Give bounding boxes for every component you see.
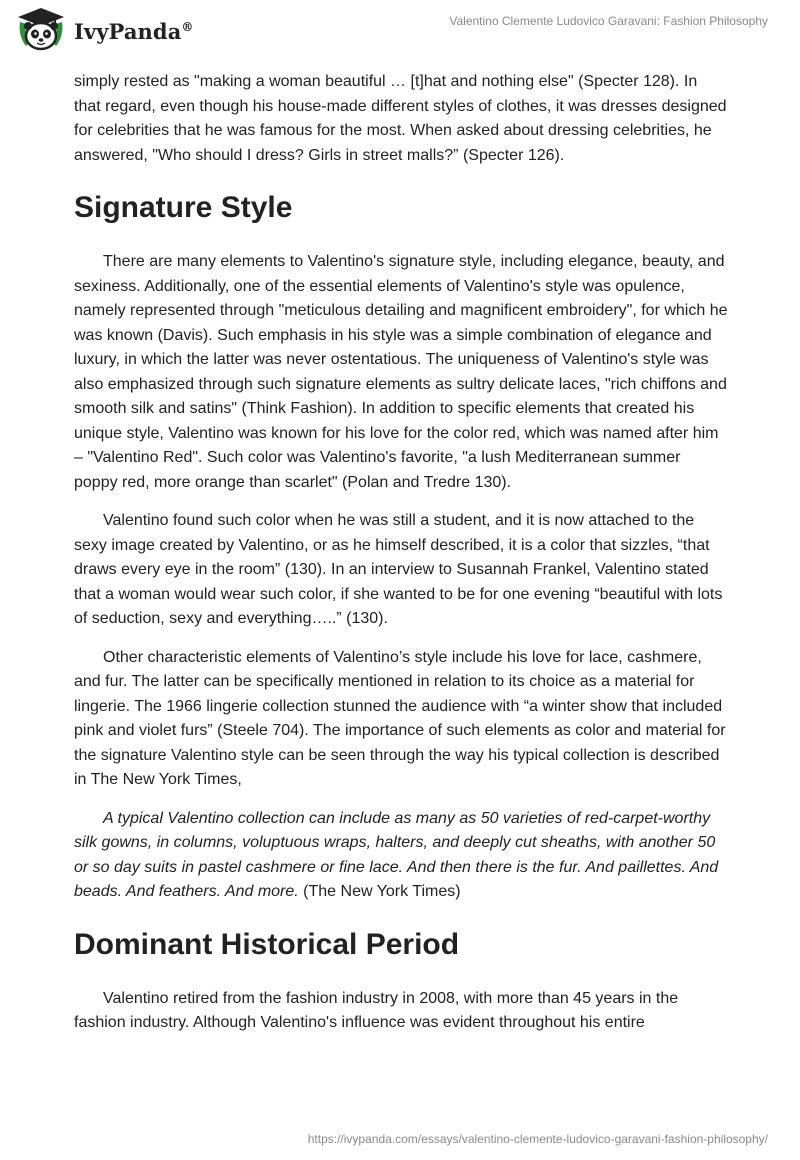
brand-logo[interactable] — [14, 6, 194, 54]
paragraph-signature-elements: There are many elements to Valentino's signature style, including elegance, beauty, and sexiness. Additionally, one of the essential elements of Valentino's style was opulence, namely represented through "meticulous detailing and magnificent embroidery", for which he was known (Davis). Such emphasis in his style was a simple combination of elegance and luxury, in which the latter was never ostentatious. The uniqueness of Valentino's style was also emphasized through such signature elements as sultry delicate laces, "rich chiffons and smooth silk and satins" (Think Fashion). In addition to specific elements that created his unique style, Valentino was known for his love for the color red, which was named after him – "Valentino Red". Such color was Valentino's favorite, "a lush Mediterranean summer poppy red, more orange than scarlet" (Polan and Tredre 130). — [74, 253, 728, 491]
document-title: Valentino Clemente Ludovico Garavani: Fashion Philosophy — [449, 14, 768, 28]
page-header — [0, 0, 800, 60]
paragraph-retirement: Valentino retired from the fashion industry in 2008, with more than 45 years in the fashion industry. Although Valentino's influence was evident throughout his entire — [74, 989, 679, 1031]
paragraph-intro-continuation: simply rested as "making a woman beautiful … [t]hat and nothing else" (Specter 128). In that regard, even though his house-made different styles of clothes, it was dresses designed for celebrities that he was famous for the most. When asked about dressing celebrities, he answered, "Who should I dress? Girls in street malls?” (Specter 126). — [74, 73, 727, 164]
paragraph-lace-cashmere-fur: Other characteristic elements of Valentino’s style include his love for lace, cashmere, and fur. The latter can be specifically mentioned in relation to its choice as a material for lingerie. The 1966 lingerie collection stunned the audience with “a winter show that included pink and violet furs” (Steele 704). The importance of such elements as color and material for the signature Valentino style can be seen through the way his typical collection is described in The New York Times, — [74, 648, 726, 788]
heading-dominant-historical-period: Dominant Historical Period — [74, 927, 460, 961]
heading-signature-style: Signature Style — [74, 191, 293, 224]
panda-logo-icon — [14, 6, 68, 54]
source-url[interactable]: https://ivypanda.com/essays/valentino-clemente-ludovico-garavani-fashion-philosophy/ — [307, 1132, 768, 1146]
block-quote-nyt — [74, 807, 728, 905]
paragraph-valentino-red: Valentino found such color when he was still a student, and it is now attached to the sexy image created by Valentino, or as he himself described, it is a color that sizzles, “that draws every eye in the room” (130). In an interview to Susannah Frankel, Valentino stated that a woman would wear such color, if she wanted to be for one evening “beautiful with lots of seduction, sexy and everything…..” (130). — [74, 512, 723, 627]
quote-text: A typical Valentino collection can include as many as 50 varieties of red-carpet-worthy silk gowns, in columns, voluptuous wraps, halters, and deeply cut sheaths, with another 50 or so day suits in pastel cashmere or fine lace. And then there is the fur. And paillettes. And beads. And feathers. And more. — [74, 809, 719, 900]
brand-name: IvyPanda® — [74, 18, 194, 44]
quote-source: (The New York Times) — [298, 883, 461, 900]
essay-body — [74, 70, 728, 1050]
